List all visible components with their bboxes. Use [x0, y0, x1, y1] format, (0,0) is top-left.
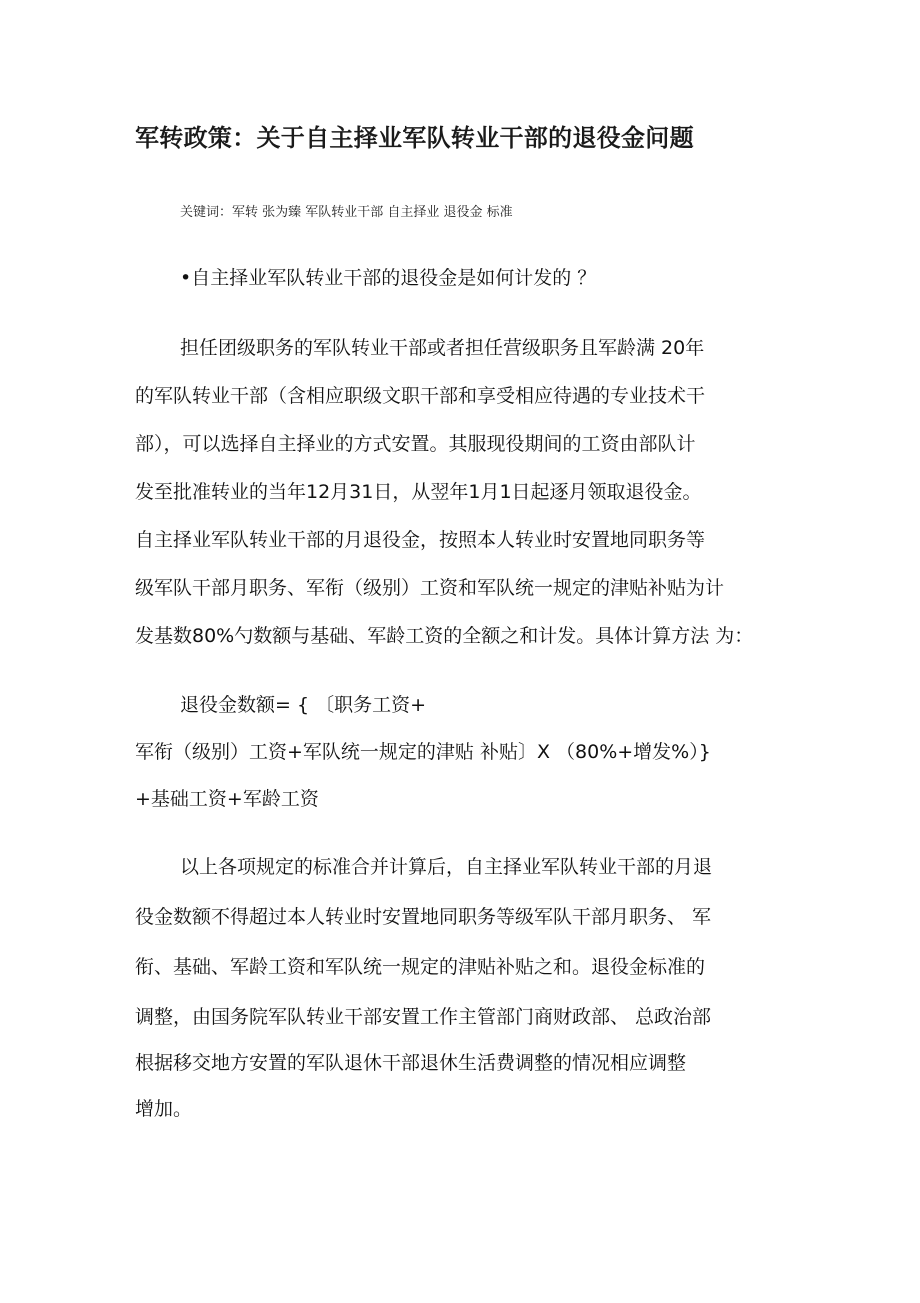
paragraph1-line: 自主择业军队转业干部的月退役金，按照本人转业时安置地同职务等: [135, 529, 706, 551]
paragraph2-line: 以上各项规定的标准合并计算后，自主择业军队转业干部的月退: [180, 856, 713, 878]
paragraph1-line: 发至批准转业的当年12月31日，从翌年1月1日起逐月领取退役金。: [135, 481, 702, 503]
section-question: •自主择业军队转业干部的退役金是如何计发的 ？: [180, 267, 597, 289]
formula-line: 军衔（级别）工资+军队统一规定的津贴 补贴〕X （80%+增发%）}: [135, 741, 711, 763]
paragraph1-line: 的军队转业干部（含相应职级文职干部和享受相应待遇的专业技术干: [135, 385, 706, 407]
paragraph1-line: 部），可以选择自主择业的方式安置。其服现役期间的工资由部队计: [135, 433, 696, 455]
keywords-line: 关键词：军转 张为臻 军队转业干部 自主择业 退役金 标准: [180, 205, 513, 220]
paragraph1-line: 发基数80%勺数额与基础、军龄工资的全额之和计发。具体计算方法 为：: [135, 625, 754, 647]
paragraph1-line: 担任团级职务的军队转业干部或者担任营级职务且军龄满 20年: [180, 337, 705, 359]
paragraph2-line: 调整，由国务院军队转业干部安置工作主管部门商财政部、 总政治部: [135, 1006, 712, 1028]
page-title: 军转政策：关于自主择业军队转业干部的退役金问题: [135, 124, 694, 152]
paragraph2-line: 增加。: [135, 1098, 193, 1120]
paragraph2-line: 衔、基础、军龄工资和军队统一规定的津贴补贴之和。退役金标准的: [135, 956, 706, 978]
paragraph2-line: 根据移交地方安置的军队退休干部退休生活费调整的情况相应调整: [135, 1052, 687, 1074]
formula-line: +基础工资+军龄工资: [135, 788, 319, 810]
formula-line: 退役金数额= { 〔职务工资+: [180, 694, 427, 716]
paragraph1-line: 级军队干部月职务、军衔（级别）工资和军队统一规定的津贴补贴为计: [135, 577, 725, 599]
paragraph2-line: 役金数额不得超过本人转业时安置地同职务等级军队干部月职务、 军: [135, 906, 712, 928]
